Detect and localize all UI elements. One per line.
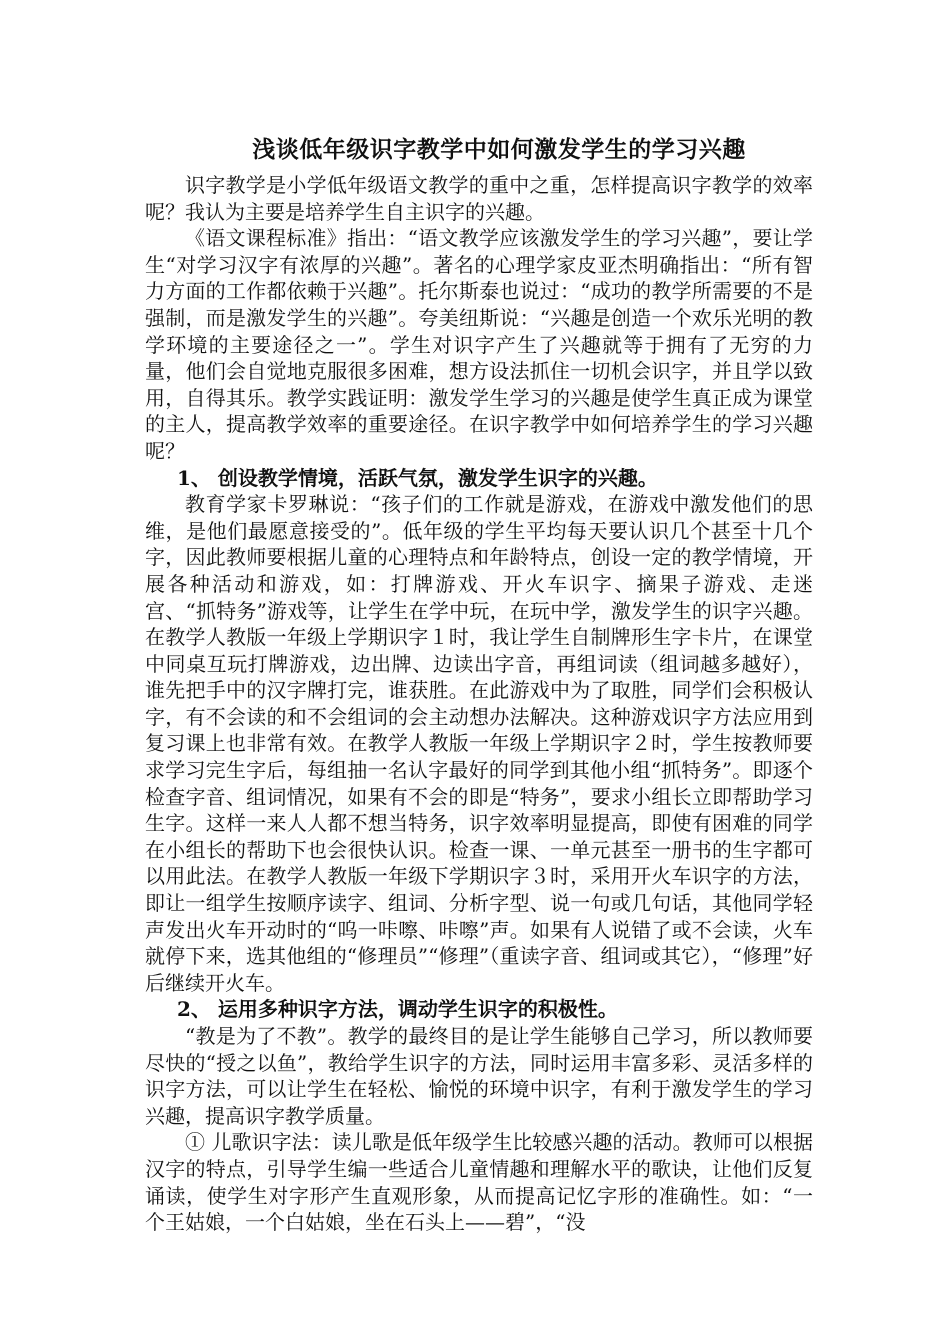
paragraph-methods: “教是为了不教”。教学的最终目的是让学生能够自己学习，所以教师要尽快的“授之以鱼”，教给学生识字的方法，同时运用丰富多彩、灵活多样的识字方法，可以让学生在轻松、愉悦的环境中识字，有利于激发学生的学习兴趣，提高识字教学质量。 <box>145 1024 813 1128</box>
document-title: 浅谈低年级识字教学中如何激发学生的学习兴趣 <box>252 136 746 163</box>
document-page <box>145 128 813 1236</box>
section-heading-1: 1、 创设教学情境，活跃气氛，激发学生识字的兴趣。 <box>177 465 658 490</box>
paragraph-nursery-rhyme: ① 儿歌识字法：读儿歌是低年级学生比较感兴趣的活动。教师可以根据汉字的特点，引导学生编一些适合儿童情趣和理解水平的歌诀，让他们反复诵读，使学生对字形产生直观形象，从而提高记忆字形的准确性。如：“一个王姑娘，一个白姑娘，坐在石头上——碧”，“没 <box>145 1130 813 1235</box>
paragraph-intro: 识字教学是小学低年级语文教学的重中之重，怎样提高识字教学的效率呢？我认为主要是培养学生自主识字的兴趣。 <box>145 173 813 224</box>
section-heading-2: 2、 运用多种识字方法，调动学生识字的积极性。 <box>177 997 618 1022</box>
paragraph-standards: 《语文课程标准》指出：“语文教学应该激发学生的学习兴趣”，要让学生“对学习汉字有浓厚的兴趣”。著名的心理学家皮亚杰明确指出：“所有智力方面的工作都依赖于兴趣”。托尔斯泰也说过：“成功的教学所需要的不是强制，而是激发学生的兴趣”。夸美纽斯说：“兴趣是创造一个欢乐光明的教学环境的主要途径之一”。学生对识字产生了兴趣就等于拥有了无穷的力量，他们会自觉地克服很多困难，想方设法抓住一切机会识字，并且学以致用，自得其乐。教学实践证明：激发学生学习的兴趣是使学生真正成为课堂的主人，提高教学效率的重要途径。在识字教学中如何培养学生的学习兴趣呢？ <box>145 226 813 463</box>
paragraph-games: 教育学家卡罗琳说：“孩子们的工作就是游戏，在游戏中激发他们的思维，是他们最愿意接受的”。低年级的学生平均每天要认识几个甚至十几个字，因此教师要根据儿童的心理特点和年龄特点，创设一定的教学情境，开展各种活动和游戏，如：打牌游戏、开火车识字、摘果子游戏、走迷宫、“抓特务”游戏等，让学生在学中玩，在玩中学，激发学生的识字兴趣。在教学人教版一年级上学期识字１时，我让学生自制牌形生字卡片，在课堂中同桌互玩打牌游戏，边出牌、边读出字音，再组词读（组词越多越好），谁先把手中的汉字牌打完，谁获胜。在此游戏中为了取胜，同学们会积极认字，有不会读的和不会组词的会主动想办法解决。这种游戏识字方法应用到复习课上也非常有效。在教学人教版一年级上学期识字２时，学生按教师要求学习完生字后，每组抽一名认字最好的同学到其他小组“抓特务”。即逐个检查字音、组词情况，如果有不会的即是“特务”，要求小组长立即帮助学习生字。这样一来人人都不想当特务，识字效率明显提高，即使有困难的同学在小组长的帮助下也会很快认识。检查一课、一单元甚至一册书的生字都可以用此法。在教学人教版一年级下学期识字３时，采用开火车识字的方法，即让一组学生按顺序读字、组词、分析字型、说一句或几句话，其他同学轻声发出火车开动时的“呜一咔嚓、咔嚓”声。如果有人说错了或不会读，火车就停下来，选其他组的“修理员”“修理”（重读字音、组词或其它），“修理”好后继续开火车。 <box>145 492 813 995</box>
